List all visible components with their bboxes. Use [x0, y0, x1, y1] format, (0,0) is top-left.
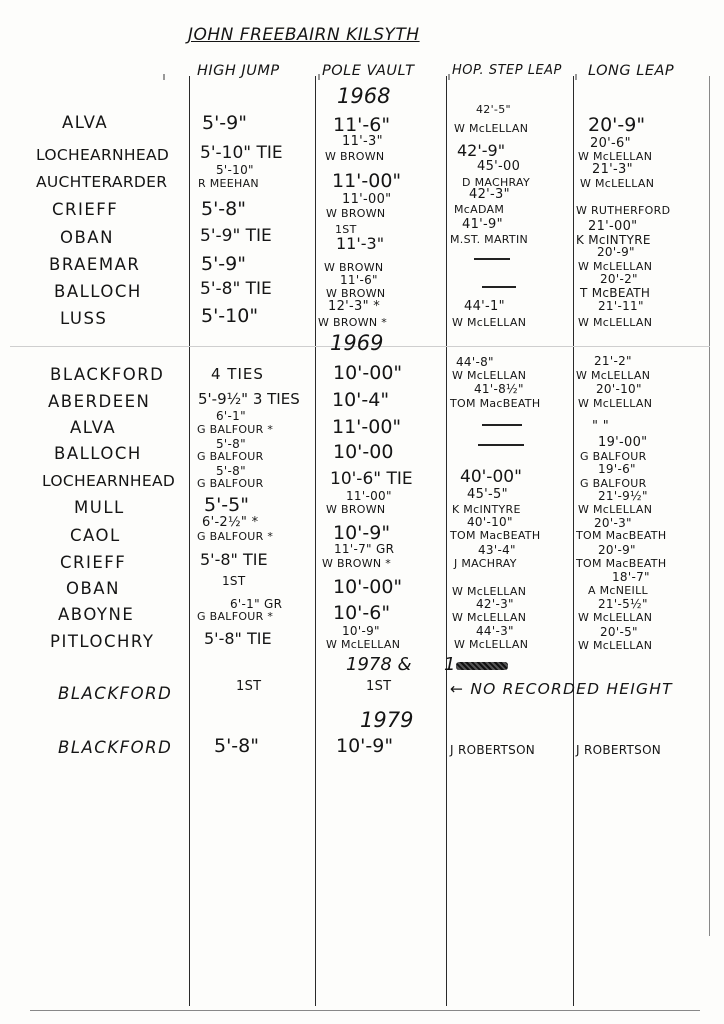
long-leap-mark: 20'-5"	[600, 625, 638, 639]
pole-vault-name: W BROWN	[325, 150, 385, 163]
pole-vault-mark: 10'-9"	[333, 522, 391, 544]
year-1978-extra: 1	[444, 654, 456, 675]
long-leap-name: G BALFOUR	[580, 477, 647, 490]
high-jump-top: 6'-1" GR	[230, 597, 283, 611]
page-title: JOHN FREEBAIRN KILSYTH	[188, 25, 420, 45]
long-leap-name: W McLELLAN	[578, 639, 653, 652]
venue-label: BRAEMAR	[49, 255, 141, 274]
hsl-mark: 41'-9"	[462, 217, 503, 232]
bottom-rule	[30, 1010, 700, 1011]
high-jump-mark: 5'-8" TIE	[204, 629, 272, 648]
year-1968: 1968	[337, 84, 391, 108]
hsl-name: TOM MacBEATH	[450, 529, 541, 542]
hsl-mark: 44'-8"	[456, 355, 494, 369]
long-leap-mark: 18'-7"	[612, 570, 650, 584]
long-leap-name: W McLELLAN	[580, 177, 655, 190]
high-jump-mark: 5'-9½" 3 TIES	[198, 390, 300, 408]
venue-label: ALVA	[62, 113, 109, 132]
hsl-name: K McINTYRE	[452, 503, 521, 516]
hsl-name: J MACHRAY	[454, 557, 517, 570]
long-leap-name: W McLELLAN	[578, 611, 653, 624]
pole-vault-top: 1ST	[335, 223, 357, 236]
venue-label: ABERDEEN	[48, 392, 151, 411]
venue-label: BALLOCH	[54, 444, 142, 463]
tick-mark	[575, 74, 577, 80]
high-jump-top: 5'-10"	[216, 163, 254, 177]
long-leap-name: W RUTHERFORD	[576, 204, 671, 217]
long-leap-mark: 20'-10"	[596, 382, 642, 396]
long-leap-name: TOM MacBEATH	[576, 557, 667, 570]
hsl-name: W McLELLAN	[454, 122, 529, 135]
high-jump-mark: 1ST	[222, 574, 246, 588]
crossed-out-scribble	[456, 662, 508, 670]
long-leap-name: A McNEILL	[588, 584, 648, 597]
venue-label: MULL	[74, 498, 125, 517]
high-jump-mark: 4 TIES	[211, 365, 264, 383]
pole-vault-top: 11'-7" GR	[334, 542, 395, 556]
column-header-pole-vault: POLE VAULT	[322, 63, 415, 79]
pole-vault-mark: 11'-00"	[332, 416, 402, 438]
hsl-mark: 40'-10"	[467, 515, 513, 529]
venue-label: BLACKFORD	[58, 738, 173, 757]
venue-label: BALLOCH	[54, 282, 142, 301]
venue-label: AUCHTERARDER	[36, 173, 168, 191]
pole-vault-mark: 10'-6"	[333, 602, 391, 624]
pole-vault-top: 11'-3"	[342, 134, 383, 149]
column-header-long-leap: LONG LEAP	[588, 63, 675, 79]
long-leap-mark: 19'-6"	[598, 462, 636, 476]
long-leap-mark: 21'-9½"	[598, 489, 648, 503]
long-leap-mark: 21'-00"	[588, 219, 638, 234]
high-jump-mark: 5'-9"	[201, 253, 246, 275]
high-jump-top: 5'-8"	[216, 437, 246, 451]
high-jump-mark: 5'-10" TIE	[200, 143, 283, 163]
long-leap-mark: 19'-00"	[598, 435, 648, 450]
high-jump-mark: 1ST	[236, 679, 262, 694]
hsl-name: W McLELLAN	[452, 369, 527, 382]
column-divider	[315, 76, 316, 1006]
long-leap-mark: 21'-11"	[598, 299, 644, 313]
pole-vault-mark: 11'-3"	[336, 234, 385, 253]
venue-label: PITLOCHRY	[50, 632, 155, 651]
hsl-mark: 42'-3"	[476, 597, 514, 611]
year-1978: 1978 &	[346, 654, 412, 675]
pole-vault-name: W BROWN	[324, 261, 384, 274]
high-jump-mark: 5'-9" TIE	[200, 226, 272, 246]
long-leap-mark: 20'-9"	[597, 245, 635, 259]
hsl-name: W McLELLAN	[452, 316, 527, 329]
long-leap-mark: 20'-3"	[594, 516, 632, 530]
venue-label: LOCHEARNHEAD	[36, 146, 170, 164]
pole-vault-mark: 11'-6"	[333, 114, 391, 136]
no-entry-dash	[478, 444, 524, 446]
page-edge-line	[709, 76, 710, 936]
venue-label: CAOL	[70, 526, 121, 545]
high-jump-mark: 5'-9"	[202, 112, 247, 134]
pole-vault-top: 11'-00"	[342, 192, 392, 207]
hsl-mark: 42'-9"	[457, 141, 506, 160]
pole-vault-name: W BROWN *	[322, 557, 392, 570]
long-leap-mark: 21'-3"	[592, 162, 633, 177]
high-jump-top: 6'-1"	[216, 409, 246, 423]
long-leap-mark: 20'-6"	[590, 136, 631, 151]
high-jump-mark: 5'-8"	[214, 735, 259, 757]
no-entry-dash	[482, 286, 516, 288]
hsl-mark: 44'-3"	[476, 624, 514, 638]
pole-vault-mark: 10'-9"	[336, 735, 394, 757]
hsl-name: D MACHRAY	[462, 176, 531, 189]
high-jump-name: G BALFOUR *	[197, 530, 274, 543]
venue-label: CRIEFF	[60, 553, 127, 572]
hsl-mark: 45'-00	[477, 159, 521, 174]
pole-vault-name: W BROWN *	[318, 316, 388, 329]
pole-vault-mark: 1ST	[366, 679, 392, 694]
column-divider	[573, 76, 574, 1006]
hsl-mark: 44'-1"	[464, 299, 505, 314]
high-jump-mark: 5'-5"	[204, 494, 249, 516]
long-leap-mark: 20'-9"	[588, 114, 646, 136]
hsl-name: W McLELLAN	[452, 611, 527, 624]
pole-vault-name: W BROWN	[326, 503, 386, 516]
long-leap-name: T McBEATH	[580, 286, 651, 300]
year-1979: 1979	[360, 708, 414, 732]
column-header-hop-step-leap: HOP. STEP LEAP	[452, 63, 562, 78]
venue-label: BLACKFORD	[58, 684, 173, 703]
high-jump-name: R MEEHAN	[198, 177, 259, 190]
long-leap-mark: " "	[592, 419, 609, 434]
long-leap-mark: 20'-9"	[598, 543, 636, 557]
pole-vault-mark: 10'-00"	[333, 362, 403, 384]
hsl-mark: 43'-4"	[478, 543, 516, 557]
high-jump-mark: 5'-8"	[201, 198, 246, 220]
no-recorded-height-note: ← NO RECORDED HEIGHT	[450, 680, 673, 698]
hsl-mark: 41'-8½"	[474, 382, 524, 396]
high-jump-mark: 5'-8" TIE	[200, 279, 272, 299]
venue-label: ALVA	[70, 418, 117, 437]
hsl-name: McADAM	[454, 203, 505, 216]
pole-vault-top: 10'-9"	[342, 624, 380, 638]
hsl-name: W McLELLAN	[452, 585, 527, 598]
hsl-name: TOM MacBEATH	[450, 397, 541, 410]
long-leap-name: W McLELLAN	[578, 260, 653, 273]
tick-mark	[318, 74, 320, 80]
pole-vault-mark: 10'-4"	[332, 389, 390, 411]
venue-label: LOCHEARNHEAD	[42, 472, 176, 490]
long-leap-name: W McLELLAN	[576, 369, 651, 382]
long-leap-name: W McLELLAN	[578, 150, 653, 163]
high-jump-name: G BALFOUR *	[197, 610, 274, 623]
hsl-name: M.ST. MARTIN	[450, 233, 529, 246]
pole-vault-name: W BROWN	[326, 287, 386, 300]
high-jump-mark: 5'-10"	[201, 305, 259, 327]
pole-vault-mark: 11'-00"	[332, 170, 402, 192]
pole-vault-mark: 10'-6" TIE	[330, 469, 413, 489]
no-entry-dash	[482, 424, 522, 426]
high-jump-top: 5'-8"	[216, 464, 246, 478]
long-leap-name: J ROBERTSON	[576, 743, 662, 757]
column-divider	[189, 76, 190, 1006]
venue-label: LUSS	[60, 309, 108, 328]
high-jump-name: G BALFOUR	[197, 450, 264, 463]
high-jump-name: G BALFOUR	[197, 477, 264, 490]
year-1969: 1969	[330, 331, 384, 355]
pole-vault-top: 12'-3" *	[328, 299, 381, 314]
hsl-mark: 45'-5"	[467, 487, 508, 502]
long-leap-name: W McLELLAN	[578, 316, 653, 329]
pole-vault-mark: 10'-00"	[333, 576, 403, 598]
pole-vault-mark: 10'-00	[333, 441, 394, 463]
venue-label: OBAN	[60, 228, 114, 247]
venue-label: CRIEFF	[52, 200, 119, 219]
long-leap-mark: 20'-2"	[600, 272, 638, 286]
venue-label: ABOYNE	[58, 605, 135, 624]
pole-vault-name: W BROWN	[326, 207, 386, 220]
high-jump-top: 6'-2½" *	[202, 515, 259, 530]
hsl-name: J ROBERTSON	[450, 743, 536, 757]
tick-mark	[163, 74, 165, 80]
venue-label: BLACKFORD	[50, 365, 165, 384]
high-jump-mark: 5'-8" TIE	[200, 550, 268, 569]
tick-mark	[448, 74, 450, 80]
long-leap-name: W McLELLAN	[578, 503, 653, 516]
long-leap-mark: 21'-2"	[594, 354, 632, 368]
long-leap-name: W McLELLAN	[578, 397, 653, 410]
column-header-high-jump: HIGH JUMP	[197, 63, 280, 79]
hsl-mark: 42'-3"	[469, 187, 510, 202]
pole-vault-name: W McLELLAN	[326, 638, 401, 651]
pole-vault-top: 11'-6"	[340, 273, 378, 287]
long-leap-name: TOM MacBEATH	[576, 529, 667, 542]
hsl-name: W McLELLAN	[454, 638, 529, 651]
hsl-mark: 42'-5"	[476, 103, 511, 116]
long-leap-name: G BALFOUR	[580, 450, 647, 463]
high-jump-name: G BALFOUR *	[197, 423, 274, 436]
venue-label: OBAN	[66, 579, 120, 598]
hsl-mark: 40'-00"	[460, 467, 522, 487]
no-entry-dash	[474, 258, 510, 260]
column-divider	[446, 76, 447, 1006]
long-leap-mark: 21'-5½"	[598, 597, 648, 611]
pole-vault-top: 11'-00"	[346, 489, 392, 503]
long-leap-name: K McINTYRE	[576, 233, 651, 247]
